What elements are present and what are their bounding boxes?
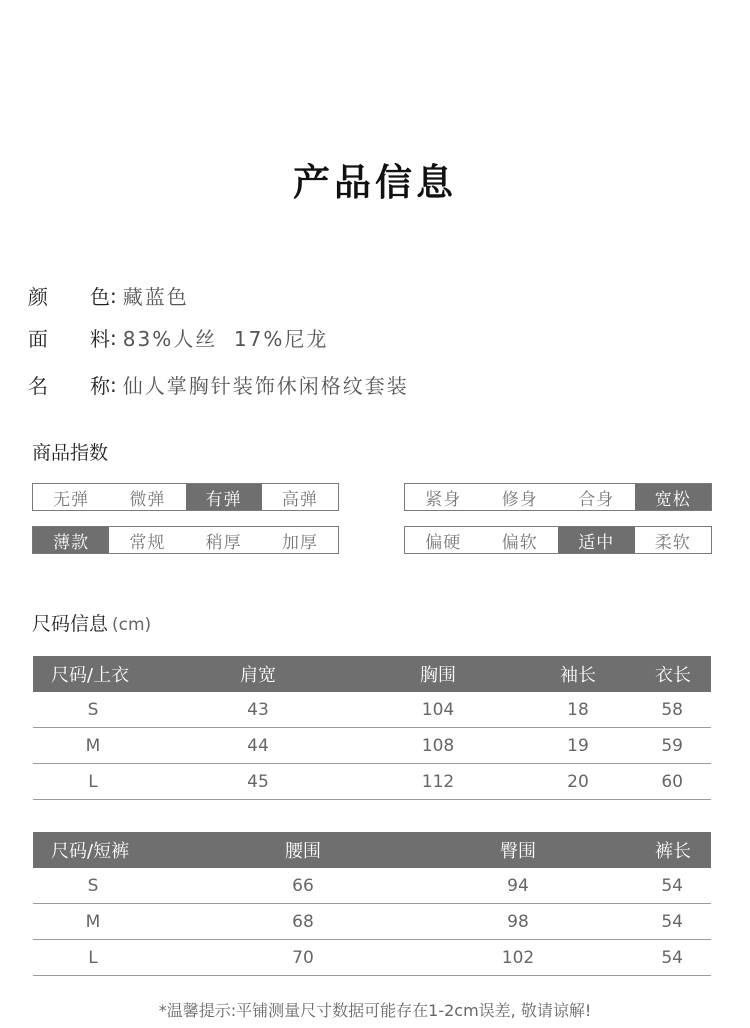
column-header: 衣长 — [643, 656, 711, 692]
size-section-title — [32, 609, 151, 636]
table-header-row — [33, 832, 711, 868]
table-cell: 54 — [583, 940, 711, 976]
table-cell: 104 — [363, 692, 513, 728]
info-label-char: 面 — [28, 327, 48, 351]
info-label — [28, 323, 110, 352]
info-label-char: 名 — [28, 374, 48, 398]
fit-index — [404, 483, 712, 511]
table-cell: 68 — [153, 904, 453, 940]
index-option: 修身 — [501, 489, 538, 510]
thickness-index — [32, 526, 339, 554]
index-option: 加厚 — [281, 532, 318, 553]
table-row — [33, 728, 711, 764]
info-row-material — [28, 323, 328, 352]
index-option: 合身 — [578, 489, 615, 510]
table-cell: 102 — [453, 940, 583, 976]
table-cell: 60 — [643, 764, 711, 800]
table-cell: 19 — [513, 728, 643, 764]
info-colon: : — [110, 325, 117, 350]
table-cell: M — [33, 904, 153, 940]
table-cell: 58 — [643, 692, 711, 728]
table-cell: 94 — [453, 868, 583, 904]
column-header: 腰围 — [153, 832, 453, 868]
size-unit: (cm) — [112, 615, 152, 635]
info-row-color — [28, 281, 189, 310]
column-header: 肩宽 — [153, 656, 363, 692]
info-colon: : — [110, 283, 117, 308]
info-value-name: 仙人掌胸针装饰休闲格纹套装 — [122, 374, 409, 398]
table-cell: 43 — [153, 692, 363, 728]
column-header: 裤长 — [583, 832, 711, 868]
size-title-text: 尺码信息 — [32, 613, 109, 635]
index-section-title: 商品指数 — [32, 442, 109, 464]
table-cell: 98 — [453, 904, 583, 940]
info-label — [28, 370, 110, 399]
column-header: 袖长 — [513, 656, 643, 692]
index-option: 无弹 — [53, 489, 90, 510]
index-option: 高弹 — [281, 489, 318, 510]
table-row — [33, 868, 711, 904]
table-cell: L — [33, 764, 153, 800]
table-cell: 112 — [363, 764, 513, 800]
table-cell: M — [33, 728, 153, 764]
info-colon: : — [110, 372, 117, 397]
elasticity-index — [32, 483, 339, 511]
top-size-table — [33, 656, 711, 800]
table-row — [33, 940, 711, 976]
bottom-size-table — [33, 832, 711, 976]
index-option: 薄款 — [33, 527, 109, 553]
table-cell: 54 — [583, 904, 711, 940]
index-option: 稍厚 — [205, 532, 242, 553]
info-label-char: 颜 — [28, 285, 48, 309]
info-value-color: 藏蓝色 — [122, 285, 189, 309]
table-cell: 66 — [153, 868, 453, 904]
table-cell: S — [33, 868, 153, 904]
index-option: 微弹 — [129, 489, 166, 510]
index-option: 偏硬 — [425, 532, 462, 553]
index-option: 偏软 — [501, 532, 538, 553]
table-cell: 70 — [153, 940, 453, 976]
index-option: 柔软 — [654, 532, 691, 553]
index-option: 宽松 — [635, 484, 712, 510]
column-header: 胸围 — [363, 656, 513, 692]
info-value-material: 83%人丝 17%尼龙 — [122, 327, 329, 351]
info-label-char: 称 — [90, 374, 110, 398]
table-cell: 45 — [153, 764, 363, 800]
info-row-name — [28, 370, 409, 399]
table-cell: L — [33, 940, 153, 976]
table-cell: 108 — [363, 728, 513, 764]
column-header: 臀围 — [453, 832, 583, 868]
column-header: 尺码/短裤 — [33, 832, 153, 868]
index-option: 常规 — [129, 532, 166, 553]
info-label-char: 色 — [90, 285, 110, 309]
table-row — [33, 904, 711, 940]
table-cell: 44 — [153, 728, 363, 764]
table-header-row — [33, 656, 711, 692]
footer-note: *温馨提示:平铺测量尺寸数据可能存在1-2cm误差, 敬请谅解! — [158, 1001, 592, 1020]
index-option: 有弹 — [186, 484, 262, 510]
column-header: 尺码/上衣 — [33, 656, 153, 692]
softness-index — [404, 526, 712, 554]
table-cell: 18 — [513, 692, 643, 728]
index-option: 适中 — [558, 527, 635, 553]
index-option: 紧身 — [425, 489, 462, 510]
page-title: 产品信息 — [293, 161, 457, 204]
table-cell: S — [33, 692, 153, 728]
table-row — [33, 692, 711, 728]
info-label — [28, 281, 110, 310]
table-row — [33, 764, 711, 800]
table-cell: 54 — [583, 868, 711, 904]
table-cell: 59 — [643, 728, 711, 764]
info-label-char: 料 — [90, 327, 110, 351]
table-cell: 20 — [513, 764, 643, 800]
